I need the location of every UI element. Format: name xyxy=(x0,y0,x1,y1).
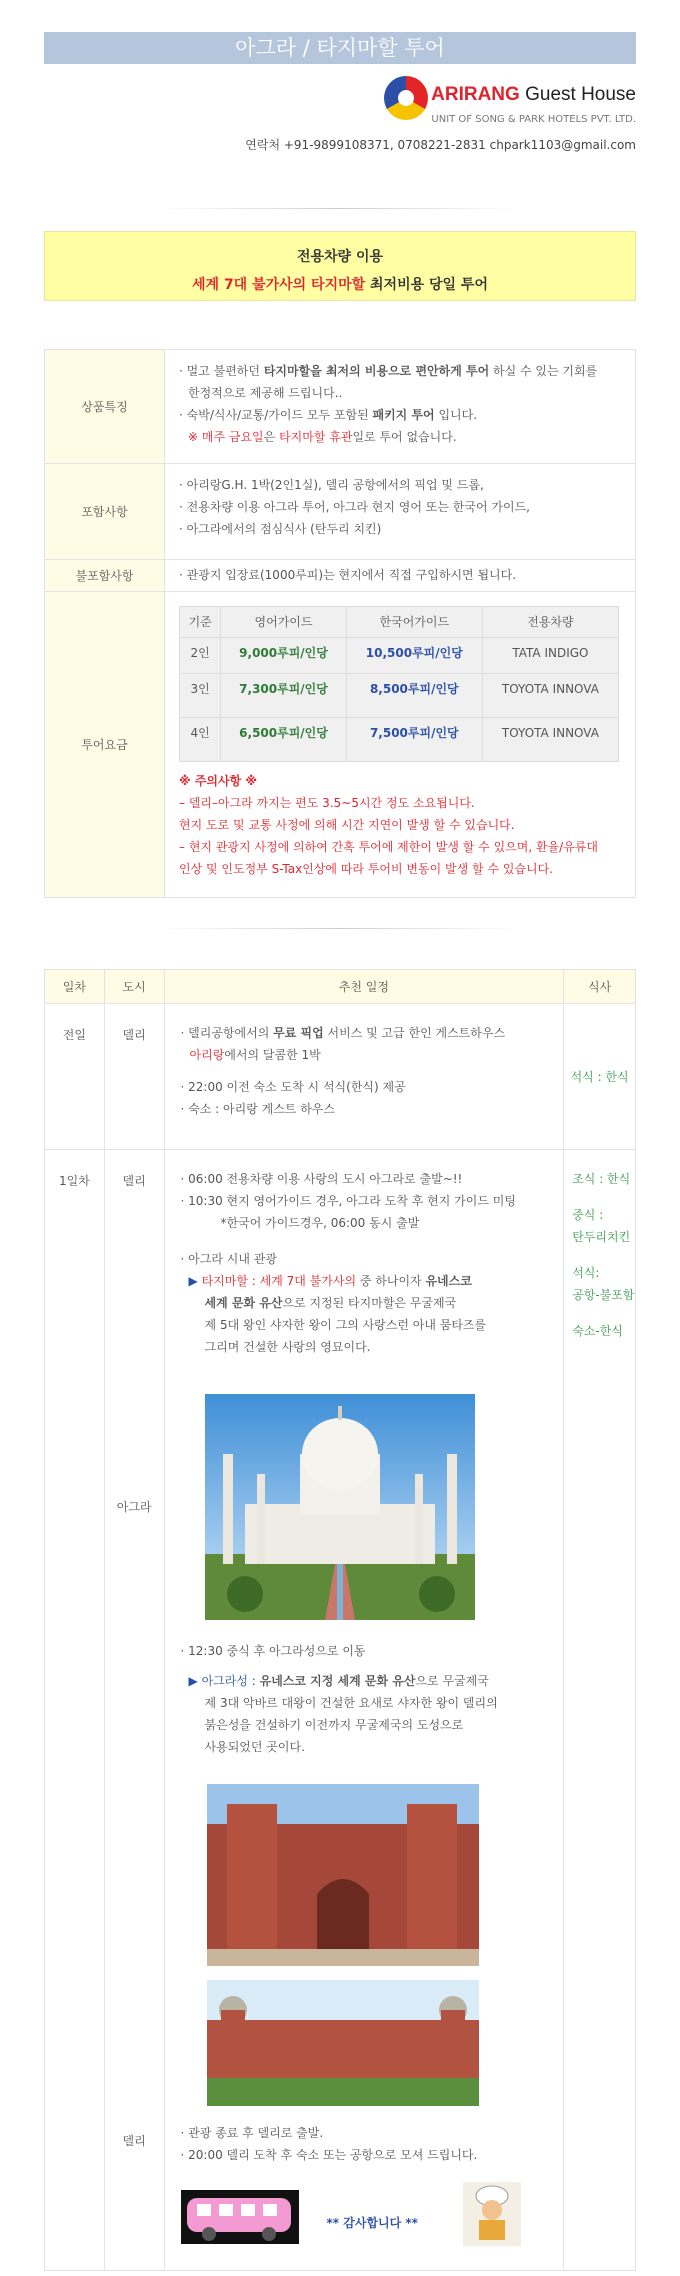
highlight-box xyxy=(44,231,636,301)
price-cell: TATA INDIGO xyxy=(482,638,618,674)
info-table xyxy=(44,349,636,898)
text: 제 3대 악바르 대왕이 건설한 요새로 샤자한 왕이 델리의 xyxy=(204,1696,498,1710)
city-delhi: 델리 xyxy=(122,1174,146,1188)
arrow-icon: ▶ xyxy=(188,1674,202,1688)
schedule-header: 도시 xyxy=(104,970,164,1004)
brand-name xyxy=(431,84,636,106)
price-cell: TOYOTA INNOVA xyxy=(482,718,618,762)
day-cell: 1일차 xyxy=(45,1150,105,2271)
text: · 숙박/식사/교통/가이드 모두 포함된 xyxy=(179,408,373,422)
text: 은 xyxy=(263,430,280,444)
text: 무료 픽업 xyxy=(273,1026,324,1040)
brand-subtitle: UNIT OF SONG & PARK HOTELS PVT. LTD. xyxy=(431,114,636,125)
schedule-header: 일차 xyxy=(45,970,105,1004)
city-delhi: 델리 xyxy=(122,2134,146,2148)
price-header: 전용차량 xyxy=(482,607,618,638)
plan-cell xyxy=(164,1004,564,1150)
meal-cell xyxy=(564,1150,636,2271)
schedule-header: 추천 일정 xyxy=(164,970,564,1004)
arrow-icon: ▶ xyxy=(188,1274,202,1288)
notes xyxy=(179,770,621,880)
note-title: ※ 주의사항 ※ xyxy=(179,774,258,788)
include-item: · 전용차량 이용 아그라 투어, 아그라 현지 영어 또는 한국어 가이드, xyxy=(179,500,530,514)
city-cell xyxy=(104,1150,164,2271)
meal-item: 석식: xyxy=(572,1266,600,1280)
price-cell: 4인 xyxy=(180,718,221,762)
text: 타지마할을 최저의 비용으로 편안하게 투어 xyxy=(263,364,490,378)
price-header: 기준 xyxy=(180,607,221,638)
include-content xyxy=(165,464,636,560)
text: 아그라성 : xyxy=(201,1674,260,1688)
text: · 관광 종료 후 델리로 출발. xyxy=(180,2126,324,2140)
include-item: · 아그라에서의 점심식사 (탄두리 치킨) xyxy=(179,522,382,536)
divider xyxy=(160,928,520,929)
price-header: 영어가이드 xyxy=(221,607,346,638)
text: 서비스 및 고급 한인 게스트하우스 xyxy=(323,1026,506,1040)
price-cell: 3인 xyxy=(180,674,221,718)
include-item: · 아리랑G.H. 1박(2인1실), 델리 공항에서의 픽업 및 드롭, xyxy=(179,478,484,492)
text: · 멀고 불편하던 xyxy=(179,364,264,378)
taj-mahal-photo xyxy=(205,1394,475,1620)
divider xyxy=(160,208,520,209)
city-agra: 아그라 xyxy=(116,1500,152,1514)
text: 한정적으로 제공해 드립니다.. xyxy=(188,386,343,400)
price-cell: 9,000루피/인당 xyxy=(221,638,346,674)
text: · 아그라 시내 관광 xyxy=(180,1252,277,1266)
features-content xyxy=(165,350,636,464)
text: 아리랑 xyxy=(189,1048,225,1062)
text: · 22:00 이전 숙소 도착 시 석식(한식) 제공 xyxy=(180,1080,406,1094)
meal-item: 중식 : xyxy=(572,1208,604,1222)
price-header: 한국어가이드 xyxy=(346,607,482,638)
price-cell: 8,500루피/인당 xyxy=(346,674,482,718)
meal-cell: 석식 : 한식 xyxy=(564,1004,636,1150)
price-table xyxy=(179,606,619,762)
text: 유네스코 xyxy=(425,1274,472,1288)
note-line: – 현지 관광지 사정에 의하여 간혹 투어에 제한이 발생 할 수 있으며, 환율/유류대 xyxy=(179,840,598,854)
thanks-text: ** 감사합니다 ** xyxy=(326,2216,418,2230)
meal-item: 조식 : 한식 xyxy=(572,1172,631,1186)
text: · 20:00 델리 도착 후 숙소 또는 공항으로 모셔 드립니다. xyxy=(180,2148,478,2162)
include-label: 포함사항 xyxy=(45,464,165,560)
price-cell: 7,500루피/인당 xyxy=(346,718,482,762)
price-cell: 7,300루피/인당 xyxy=(221,674,346,718)
plan-cell xyxy=(164,1150,564,2271)
text: 에서의 달콤한 1박 xyxy=(224,1048,321,1062)
highlight-red: 세계 7대 불가사의 타지마할 xyxy=(192,277,366,293)
page-title: 아그라 / 타지마할 투어 xyxy=(44,32,636,64)
bus-icon xyxy=(181,2190,299,2244)
text: 제 5대 왕인 샤자한 왕이 그의 사랑스런 아내 뭄타즈를 xyxy=(204,1318,487,1332)
price-cell: 10,500루피/인당 xyxy=(346,638,482,674)
day-cell: 전일 xyxy=(45,1004,105,1150)
city-cell: 델리 xyxy=(104,1004,164,1150)
text: · 10:30 현지 영어가이드 경우, 아그라 도착 후 현지 가이드 미팅 xyxy=(180,1194,516,1208)
text: 타지마할 : xyxy=(201,1274,260,1288)
text: 타지마할 휴관 xyxy=(279,430,353,444)
meal-item: 숙소-한식 xyxy=(572,1324,623,1338)
logo xyxy=(44,64,636,136)
brand-red: ARIRANG xyxy=(431,84,520,105)
schedule-table xyxy=(44,969,636,2271)
note-line: 인상 및 인도정부 S-Tax인상에 따라 투어비 변동이 발생 할 수 있습니다. xyxy=(179,862,553,876)
brand-black: Guest House xyxy=(525,84,636,105)
exclude-label: 불포함사항 xyxy=(45,560,165,592)
price-cell: 2인 xyxy=(180,638,221,674)
text: 중 하나이자 xyxy=(356,1274,426,1288)
thanks-row xyxy=(181,2176,548,2252)
fee-label: 투어요금 xyxy=(45,592,165,898)
text: 유네스코 지정 세계 문화 유산 xyxy=(259,1674,416,1688)
features-label: 상품특징 xyxy=(45,350,165,464)
note-line: 현지 도로 및 교통 사정에 의해 시간 지연이 발생 할 수 있습니다. xyxy=(179,818,515,832)
meal-item: 공항-불포함 xyxy=(572,1288,635,1302)
text: · 숙소 : 아리랑 게스트 하우스 xyxy=(180,1102,335,1116)
agra-fort-photo xyxy=(207,1784,479,1966)
text: · 델리공항에서의 xyxy=(180,1026,274,1040)
meal-item: 탄두리치킨 xyxy=(572,1230,631,1244)
text: 입니다. xyxy=(434,408,478,422)
schedule-header: 식사 xyxy=(564,970,636,1004)
contact-info: 연락처 +91-9899108371, 0708221-2831 chpark1103@gmail.com xyxy=(245,138,636,152)
price-cell: TOYOTA INNOVA xyxy=(482,674,618,718)
taeguk-logo-icon xyxy=(384,76,428,120)
text: 세계 문화 유산 xyxy=(204,1296,283,1310)
text: 붉은성을 건설하기 이전까지 무굴제국의 도성으로 xyxy=(204,1718,464,1732)
text: · 06:00 전용차량 이용 사랑의 도시 아그라로 출발~!! xyxy=(180,1172,463,1186)
fee-content xyxy=(165,592,636,898)
text: 세계 7대 불가사의 xyxy=(259,1274,357,1288)
text: 하실 수 있는 기회를 xyxy=(489,364,598,378)
price-cell: 6,500루피/인당 xyxy=(221,718,346,762)
text: · 12:30 중식 후 아그라성으로 이동 xyxy=(180,1644,366,1658)
highlight-line1: 전용차량 이용 xyxy=(296,249,384,265)
text: 으로 무굴제국 xyxy=(415,1674,489,1688)
agra-palace-photo xyxy=(207,1980,479,2106)
chef-icon xyxy=(463,2182,521,2246)
text: 사용되었던 곳이다. xyxy=(204,1740,305,1754)
text: 일로 투어 없습니다. xyxy=(352,430,457,444)
exclude-content: · 관광지 입장료(1000루피)는 현지에서 직접 구입하시면 됩니다. xyxy=(165,560,636,592)
highlight-line2 xyxy=(45,274,635,294)
text: 패키지 투어 xyxy=(372,408,435,422)
page xyxy=(44,32,636,2271)
text: 그리며 건설한 사랑의 영묘이다. xyxy=(204,1340,371,1354)
text: ※ 매주 금요일 xyxy=(188,430,264,444)
note-line: – 델리–아그라 까지는 편도 3.5~5시간 정도 소요됩니다. xyxy=(179,796,475,810)
text: *한국어 가이드경우, 06:00 동시 출발 xyxy=(220,1216,420,1230)
highlight-rest: 최저비용 당일 투어 xyxy=(365,277,488,293)
text: 으로 지정된 타지마할은 무굴제국 xyxy=(282,1296,457,1310)
